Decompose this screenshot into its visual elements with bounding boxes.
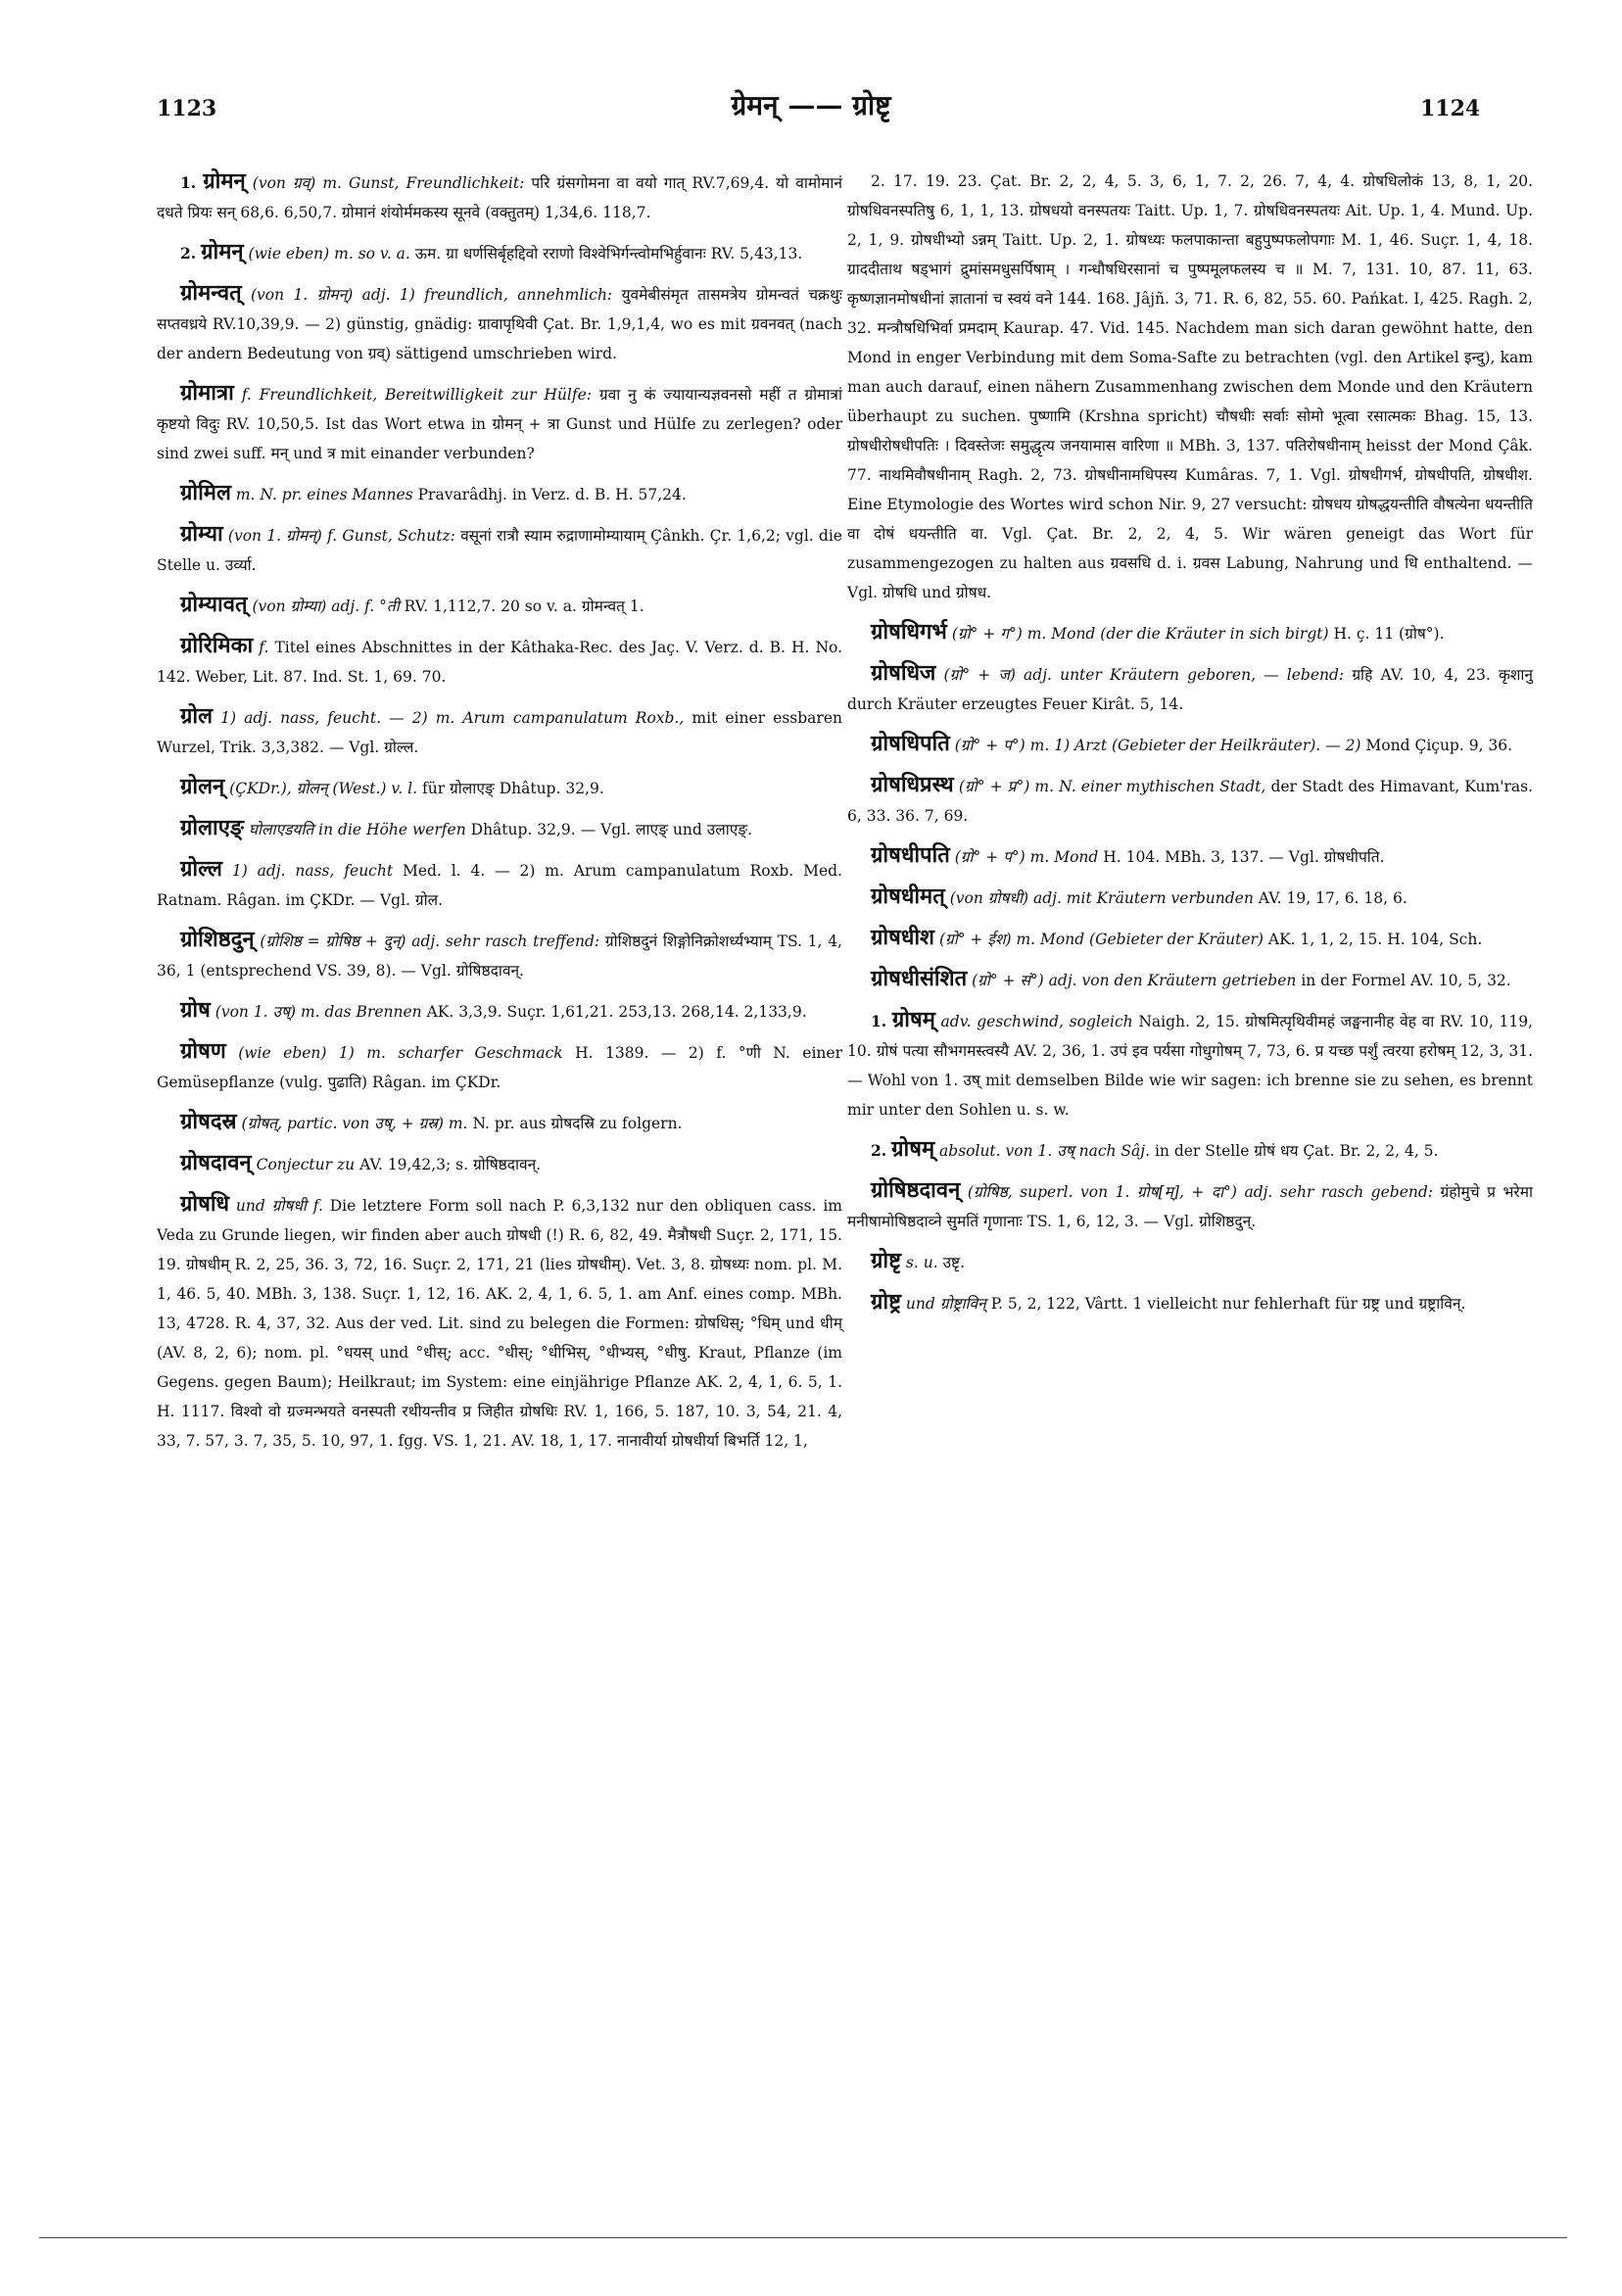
entry-text: AK. 3,3,9. Suçr. 1,61,21. 253,13. 268,14. 2,133,9. xyxy=(426,1003,807,1021)
entry-text: ग्रवा नु कं ज्यायान्यज्ञवनसो महीं त ग्रोमात्रां कृष्टयो विदुः RV. 10,50,5. Ist das Wort etwa in ग्रोमन् + त्रा Gunst und Hülfe zu zerlegen? oder sind zwei suff. मन् und त्र mit einander verbunden? xyxy=(157,386,842,462)
dictionary-entry xyxy=(157,478,842,509)
entry-text: ग्रंहोमुचे प्र भरेमा मनीषामोषिष्ठदाव्ने सुमतिं गृणानाः TS. 1, 6, 12, 3. — Vgl. ग्रोशिष्ठदुन्. xyxy=(847,1183,1533,1230)
entry-grammar: (ग्रो° + सं°) adj. von den Kräutern getrieben xyxy=(972,972,1297,989)
left-column xyxy=(157,167,842,1465)
entry-text: H. 1389. — 2) f. °णी N. einer Gemüsepflanze (vulg. पुढाति) Râgan. im ÇKDr. xyxy=(157,1044,842,1091)
running-head: ग्रेमन् —— ग्रोष्टृ xyxy=(731,89,891,121)
entry-text: ऊम. ग्रा धर्णसिर्बृहद्दिवो रराणो विश्वेभिर्गन्त्वोमभिर्हुवानः RV. 5,43,13. xyxy=(414,245,803,263)
entry-text: AV. 19,42,3; s. ग्रोषिष्ठदावन्. xyxy=(359,1156,542,1173)
entry-grammar: (wie eben) 1) m. scharfer Geschmack xyxy=(238,1044,563,1062)
dictionary-entry xyxy=(847,964,1533,995)
dictionary-entry xyxy=(847,1134,1533,1166)
entry-grammar: (ग्रो° + ग°) m. Mond (der die Kräuter in sich birgt) xyxy=(951,625,1329,643)
dictionary-entry xyxy=(157,925,842,985)
entry-text: mit einer essbaren Wurzel, Trik. 3,3,382. — Vgl. ग्रोल्ल. xyxy=(157,709,842,756)
entry-grammar: adv. geschwind, sogleich xyxy=(940,1013,1133,1030)
dictionary-entry xyxy=(157,1036,842,1097)
entry-headword: ग्रोषदस्र xyxy=(180,1109,237,1134)
entry-headword: ग्रोम्या xyxy=(180,521,223,547)
entry-grammar: absolut. von 1. उष् nach Sâj. xyxy=(939,1142,1151,1160)
entry-headword: ग्रोषधीसंशित xyxy=(871,966,968,991)
entry-grammar: f. xyxy=(259,639,269,656)
entry-headword: ग्रोषदावन् xyxy=(180,1150,252,1175)
entry-text: AK. 1, 1, 2, 15. H. 104, Sch. xyxy=(1267,931,1483,948)
entry-headword: ग्रोष्ट्र xyxy=(871,1289,901,1315)
dictionary-entry xyxy=(847,840,1533,872)
dictionary-entry xyxy=(157,854,842,915)
entry-headword: ग्रोमिल xyxy=(180,480,231,505)
entry-headword: ग्रोषधिगर्भ xyxy=(871,619,947,645)
footer-rule xyxy=(39,2237,1567,2238)
entry-number: 1. xyxy=(871,1012,887,1030)
dictionary-entry xyxy=(847,617,1533,648)
entry-grammar: (von ग्रोषधी) adj. mit Kräutern verbunden xyxy=(949,889,1254,907)
entry-grammar: und ग्रोष्ट्राविन् xyxy=(905,1295,986,1313)
entry-grammar: (wie eben) m. so v. a. xyxy=(248,245,410,263)
entry-text: Pravarâdhj. in Verz. d. B. H. 57,24. xyxy=(417,486,687,503)
page-number-right: 1124 xyxy=(1420,96,1481,121)
page-number-left: 1123 xyxy=(157,96,217,121)
dictionary-entry xyxy=(157,1189,842,1456)
dictionary-entry xyxy=(157,995,842,1027)
dictionary-entry xyxy=(157,519,842,580)
entry-headword: ग्रोमन् xyxy=(201,239,244,264)
entry-headword: ग्रोष्टृ xyxy=(871,1248,901,1273)
dictionary-entry xyxy=(157,237,842,268)
dictionary-entry xyxy=(847,1005,1533,1124)
entry-headword: ग्रोषम् xyxy=(891,1007,935,1032)
entry-grammar: (ग्रो° + ज) adj. unter Kräutern geboren, — lebend: xyxy=(943,666,1345,684)
dictionary-entry xyxy=(157,813,842,844)
entry-text: युवमेबीसंमृत तासमत्रेय ग्रोमन्वतं चक्रथुः सप्तवध्रये RV.10,39,9. — 2) günstig, gnädig: ग्रावापृथिवी Çat. Br. 1,9,1,4, wo es mit ग्रवनवत् (nach der andern Bedeutung von ग्रव्) sättigend umschrieben wird. xyxy=(157,286,842,362)
entry-text: P. 5, 2, 122, Vârtt. 1 vielleicht nur fehlerhaft für ग्रष्ट्र und ग्रष्ट्राविन्. xyxy=(990,1295,1466,1313)
entry-text: वसूनां रात्रौ स्याम रुद्राणामोम्यायाम् Çânkh. Çr. 1,6,2; vgl. die Stelle u. उर्व्या. xyxy=(157,527,842,574)
entry-text: Naigh. 2, 15. ग्रोषमित्पृथिवीमहं जङ्घनानीह वेह वा RV. 10, 119, 10. ग्रोषं पत्या सौभगमस्त्वस्यै AV. 2, 36, 1. उपं इव पर्यसा गोधुगोषम् 7, 73, 6. प्र यच्छ पर्शुं त्वरया हरोषम् 12, 3, 31. — Wohl von 1. उष् mit demselben Bilde wie wir sagen: ich brenne sie zu sehen, es brennt mir unter den Sohlen u. s. w. xyxy=(847,1013,1533,1119)
page-header xyxy=(0,86,1622,125)
entry-text: Die letztere Form soll nach P. 6,3,132 nur den obliquen cass. im Veda zu Grunde liegen, wir finden aber auch ग्रोषधी (!) R. 6, 82, 49. मैत्रौषधी Suçr. 2, 171, 15. 19. ग्रोषधीम् R. 2, 25, 36. 3, 72, 16. Suçr. 2, 171, 21 (lies ग्रोषधीम्). Vet. 3, 8. ग्रोषध्यः nom. pl. M. 1, 46. 5, 40. MBh. 3, 138. Suçr. 1, 12, 16. AK. 2, 4, 1, 6. 5, 1. am Anf. eines comp. MBh. 13, 4728. R. 4, 37, 32. Aus der ved. Lit. sind zu belegen die Formen: ग्रोषधिस्; °धिम् und धीम् (AV. 8, 2, 6); nom. pl. °धयस् und °धीस्; acc. °धीस्; °धीभिस्, °धीभ्यस्, °धीषु. Kraut, Pflanze (im Gegens. gegen Baum); Heilkraut; im System: eine einjährige Pflanze AK. 2, 4, 1, 6. 5, 1. H. 1117. विश्वो वो ग्रज्मन्भयते वनस्पती रथीयन्तीव प्र जिहीत ग्रोषधिः RV. 1, 166, 5. 187, 10. 3, 54, 21. 4, 33, 7. 57, 3. 7, 35, 5. 10, 97, 1. fgg. VS. 1, 21. AV. 18, 1, 17. नानावीर्या ग्रोषधीर्या बिभर्ति 12, 1, xyxy=(157,1197,842,1450)
entry-grammar: घोलाएडयति in die Höhe werfen xyxy=(248,821,466,838)
entry-headword: ग्रोषधीपति xyxy=(871,842,950,868)
entry-grammar: (von 1. उष्) m. das Brennen xyxy=(215,1003,422,1021)
entry-grammar: (ग्रोशिष्ठ = ग्रोषिष्ठ + दुन्) adj. sehr rasch treffend: xyxy=(260,933,600,950)
entry-text: ग्रहि AV. 10, 4, 23. कृशानु durch Kräuter erzeugtes Feuer Kirât. 5, 14. xyxy=(847,666,1534,713)
entry-text: ग्रोशिष्ठदुनं शिङ्गोनिक्रोशर्ध्यभ्याम् TS. 1, 4, 36, 1 (entsprechend VS. 39, 8). — Vgl. ग्रोषिष्ठदावन्. xyxy=(157,933,842,980)
entry-text: AV. 19, 17, 6. 18, 6. xyxy=(1258,889,1407,907)
entry-grammar: 1) adj. nass, feucht xyxy=(231,862,394,880)
dictionary-entry xyxy=(157,631,842,692)
dictionary-entry xyxy=(847,658,1533,719)
dictionary-entry xyxy=(157,167,842,227)
dictionary-entry xyxy=(847,1175,1533,1236)
entry-grammar: Conjectur zu xyxy=(256,1156,356,1173)
entry-text: Med. l. 4. — 2) m. Arum campanulatum Roxb. Med. Ratnam. Râgan. im ÇKDr. — Vgl. ग्रोल. xyxy=(157,862,842,909)
entry-text: Mond Çiçup. 9, 36. xyxy=(1365,737,1513,754)
entry-headword: ग्रोषधिज xyxy=(871,660,936,686)
entry-headword: ग्रोमन् xyxy=(203,168,246,194)
entry-headword: ग्रोमन्वत् xyxy=(180,280,242,306)
entry-grammar: (ग्रो° + प°) m. Mond xyxy=(954,848,1099,866)
entry-headword: ग्रोलन् xyxy=(180,774,225,799)
entry-text: Dhâtup. 32,9. — Vgl. लाएङ् und उलाएङ्. xyxy=(470,821,753,838)
entry-headword: ग्रोषधिपति xyxy=(871,731,950,756)
entry-headword: ग्रोषधीश xyxy=(871,925,935,950)
entry-text: N. pr. aus ग्रोषदस्रि zu folgern. xyxy=(472,1115,683,1132)
entry-headword: ग्रोल xyxy=(180,703,214,729)
dictionary-entry xyxy=(847,1246,1533,1277)
entry-headword: ग्रोषधि xyxy=(180,1191,230,1217)
dictionary-entry xyxy=(847,770,1533,831)
entry-text: für ग्रोलाएङ् Dhâtup. 32,9. xyxy=(421,780,604,797)
dictionary-entry xyxy=(847,167,1533,607)
entry-grammar: (ग्रो° + प°) m. 1) Arzt (Gebieter der Heilkräuter). — 2) xyxy=(954,737,1361,754)
entry-grammar: 1) adj. nass, feucht. — 2) m. Arum campanulatum Roxb., xyxy=(220,709,685,727)
entry-headword: ग्रोषम् xyxy=(891,1136,935,1162)
entry-headword: ग्रोष xyxy=(180,997,211,1023)
entry-text: RV. 1,112,7. 20 so v. a. ग्रोमन्वत् 1. xyxy=(404,598,644,615)
entry-headword: ग्रोषण xyxy=(180,1038,226,1064)
entry-headword: ग्रोम्यावत् xyxy=(180,592,248,617)
entry-grammar: (ग्रो° + प्र°) m. N. einer mythischen Stadt, xyxy=(958,778,1266,795)
entry-grammar: f. Freundlichkeit, Bereitwilligkeit zur Hülfe: xyxy=(241,386,592,404)
entry-text: उष्टृ. xyxy=(942,1254,966,1271)
entry-grammar: und ग्रोषधी f. xyxy=(235,1197,323,1215)
dictionary-entry xyxy=(847,882,1533,913)
entry-number: 2. xyxy=(180,244,197,263)
dictionary-entry xyxy=(847,729,1533,760)
entry-text: H. ç. 11 (ग्रोष°). xyxy=(1333,625,1445,643)
entry-text: in der Formel AV. 10, 5, 32. xyxy=(1301,972,1511,989)
entry-grammar: (von ग्रव्) m. Gunst, Freundlichkeit: xyxy=(252,174,525,192)
entry-number: 2. xyxy=(871,1141,887,1160)
dictionary-entry xyxy=(157,1148,842,1179)
entry-grammar: s. u. xyxy=(905,1254,938,1271)
entry-headword: ग्रोलाएङ् xyxy=(180,815,244,840)
entry-grammar: m. N. pr. eines Mannes xyxy=(235,486,413,503)
dictionary-entry xyxy=(847,1287,1533,1318)
entry-headword: ग्रोशिष्ठदुन् xyxy=(180,927,255,952)
entry-number: 1. xyxy=(180,173,197,192)
entry-grammar: (ÇKDr.), ग्रोलन् (West.) v. l. xyxy=(229,780,418,797)
dictionary-entry xyxy=(157,772,842,803)
entry-headword: ग्रोमात्रा xyxy=(180,380,234,406)
entry-text: परि ग्रंसगोमना वा वयो गात् RV.7,69,4. यो वामोमानं दधते प्रियः सन् 68,6. 6,50,7. ग्रोमानं शंयोर्ममकस्य सूनवे (वक्तुतम्) 1,34,6. 118,7. xyxy=(157,174,842,221)
entry-headword: ग्रोषिष्ठदावन् xyxy=(871,1177,961,1203)
entry-grammar: (von 1. ग्रोमन्) adj. 1) freundlich, annehmlich: xyxy=(251,286,613,304)
entry-grammar: (von ग्रोम्या) adj. f. °ती xyxy=(252,598,400,615)
entry-text: Titel eines Abschnittes in der Kâthaka-Rec. des Jaç. V. Verz. d. B. H. No. 142. Weber, Lit. 87. Ind. St. 1, 69. 70. xyxy=(157,639,843,686)
entry-text: in der Stelle ग्रोषं धय Çat. Br. 2, 2, 4, 5. xyxy=(1154,1142,1439,1160)
entry-text: H. 104. MBh. 3, 137. — Vgl. ग्रोषधीपति. xyxy=(1103,848,1385,866)
entry-headword: ग्रोषधीमत् xyxy=(871,884,945,909)
dictionary-entry xyxy=(157,378,842,468)
dictionary-entry xyxy=(157,701,842,762)
entry-text: 2. 17. 19. 23. Çat. Br. 2, 2, 4, 5. 3, 6, 1, 7. 2, 26. 7, 4, 4. ग्रोषधिलोकं 13, 8, 1, 20. ग्रोषधिवनस्पतिषु 6, 1, 1, 13. ग्रोषधयो वनस्पतयः Taitt. Up. 1, 7. ग्रोषधिवनस्पतयः Ait. Up. 1, 4. Mund. Up. 2, 1, 9. ग्रोषधीभ्यो ऽन्नम् Taitt. Up. 2, 1. ग्रोषध्यः फलपाकान्ता बहुपुष्पफलोपगाः M. 1, 46. Suçr. 1, 4, 18. ग्राददीताथ षड्भागं द्रुमांसमधुसर्पिषाम् । गन्धौषधिरसानां च पुष्पमूलफलस्य च ॥ M. 7, 131. 10, 87. 11, 63. कृष्णज्ञानमोषधीनां ज्ञातानां च स्वयं वने 144. 168. Jâjñ. 3, 71. R. 6, 82, 55. 60. Pańkat. I, 425. Ragh. 2, 32. मन्त्रौषधिभिर्वा प्रमदाम् Kaurap. 47. Vid. 145. Nachdem man sich daran gewöhnt hatte, den Mond in enger Verbindung mit dem Soma-Safte zu betrachten (vgl. den Artikel इन्दु), kam man auch darauf, einen nähern Zusammenhang zwischen dem Monde und den Kräutern überhaupt zu suchen. पुष्णामि (Krshna spricht) चौषधीः सर्वाः सोमो भूत्वा रसात्मकः Bhag. 15, 13. ग्रोषधीरोषधीपतिः । दिवस्तेजः समुद्धृत्य जनयामास वारिणा ॥ MBh. 3, 137. पतिरोषधीनाम् heisst der Mond Çâk. 77. नाथमिवौषधीनाम् Ragh. 2, 73. ग्रोषधीनामधिपस्य Kumâras. 7, 1. Vgl. ग्रोषधीगर्भ, ग्रोषधीपति, ग्रोषधीश. Eine Etymologie des Wortes wird schon Nir. 9, 27 versucht: ग्रोषधय ग्रोषद्धयन्तीति वौषत्येना धयन्तीति वा दोषं धयन्तीति वा. Vgl. Çat. Br. 2, 2, 4, 5. Wir wären geneigt das Wort für zusammengezogen zu halten aus ग्रवसधि d. i. ग्रवस Labung, Nahrung und धि enthaltend. — Vgl. ग्रोषधि und ग्रोषध. xyxy=(847,172,1533,601)
entry-grammar: (ग्रो° + ईश) m. Mond (Gebieter der Kräuter) xyxy=(938,931,1264,948)
entry-grammar: (ग्रोषत्, partic. von उष्, + ग्रस्र) m. xyxy=(241,1115,468,1132)
entry-headword: ग्रोरिमिका xyxy=(180,633,254,658)
dictionary-entry xyxy=(157,590,842,621)
dictionary-entry xyxy=(157,278,842,368)
entry-grammar: (von 1. ग्रोमन्) f. Gunst, Schutz: xyxy=(227,527,455,545)
dictionary-entry xyxy=(157,1107,842,1138)
entry-grammar: (ग्रोषिष्ठ, superl. von 1. ग्रोष[म्], + दा°) adj. sehr rasch gebend: xyxy=(967,1183,1434,1201)
dictionary-entry xyxy=(847,923,1533,954)
entry-headword: ग्रोल्ल xyxy=(180,856,222,882)
entry-headword: ग्रोषधिप्रस्थ xyxy=(871,772,954,797)
entry-text: der Stadt des Himavant, Kum'ras. 6, 33. 36. 7, 69. xyxy=(847,778,1534,825)
right-column xyxy=(847,167,1533,1328)
